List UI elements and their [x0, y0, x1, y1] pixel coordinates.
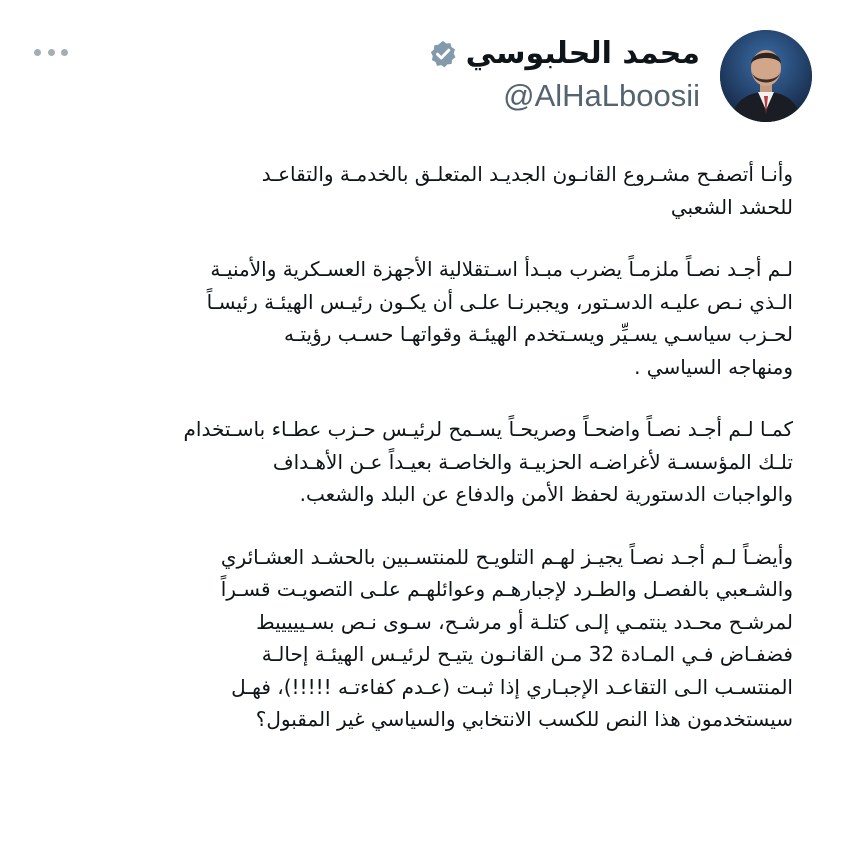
- tweet-paragraph: وأيضـاً لـم أجـد نصـاً يجيـز لهـم التلويـح للمنتسـبين بالحشـد العشـائري والشـعبي بالفصـل والطـرد لإجبارهـم وعوائلهـم علـى التصويـت قسـراً لمرشـح محـدد ينتمـي إلـى كتلـة أو مرشـح، سـوى نـص بسـيييييط فضفـاض فـي المـادة 32 مـن القانـون يتيـح لرئيـس الهيئـة إحالـة المنتسـب الـى التقاعـد الإجبـاري إذا ثبـت (عـدم كفاءتـه !!!!!)، فهـل سيستخدمون هذا النص للكسب الانتخابي والسياسي غير المقبول؟: [220, 544, 793, 731]
- more-horizontal-icon: [34, 49, 41, 56]
- display-name[interactable]: محمد الحلبوسي: [465, 36, 700, 71]
- tweet-text: [48, 158, 793, 766]
- tweet-paragraph: كمـا لـم أجـد نصـاً واضحـاً وصريحـاً يسـمح لرئيـس حـزب عطـاء باسـتخدام تلـك المؤسسـة لأغراضـه الحزبيـة والخاصـة بعيـداً عـن الأهـداف والواجبات الدستورية لحفظ الأمن والدفاع عن البلد والشعب.: [183, 417, 793, 506]
- verified-badge-icon: [428, 39, 458, 69]
- tweet-header: [0, 0, 845, 140]
- more-dot: [48, 49, 55, 56]
- name-row: [428, 34, 700, 74]
- more-options-button[interactable]: [34, 42, 68, 62]
- author-block: [428, 34, 700, 114]
- avatar[interactable]: [720, 30, 812, 122]
- profile-photo-icon: [720, 30, 812, 122]
- user-handle[interactable]: @AlHaLboosii: [503, 78, 700, 113]
- tweet-paragraph: وأنـا أتصفـح مشـروع القانـون الجديـد المتعلـق بالخدمـة والتقاعـد للحشد الشعبي: [261, 162, 793, 219]
- tweet-paragraph: لـم أجـد نصـاً ملزمـاً يضرب مبـدأ اسـتقلالية الأجهزة العسـكرية والأمنيـة الـذي نـص عليـه الدسـتور، ويجبرنـا علـى أن يكـون رئيـس الهيئـة رئيسـاً لحـزب سياسـي يسـيِّر ويسـتخدم الهيئـة وقواتهـا حسـب رؤيتـه ومنهاجه السياسي .: [206, 257, 793, 379]
- more-dot: [61, 49, 68, 56]
